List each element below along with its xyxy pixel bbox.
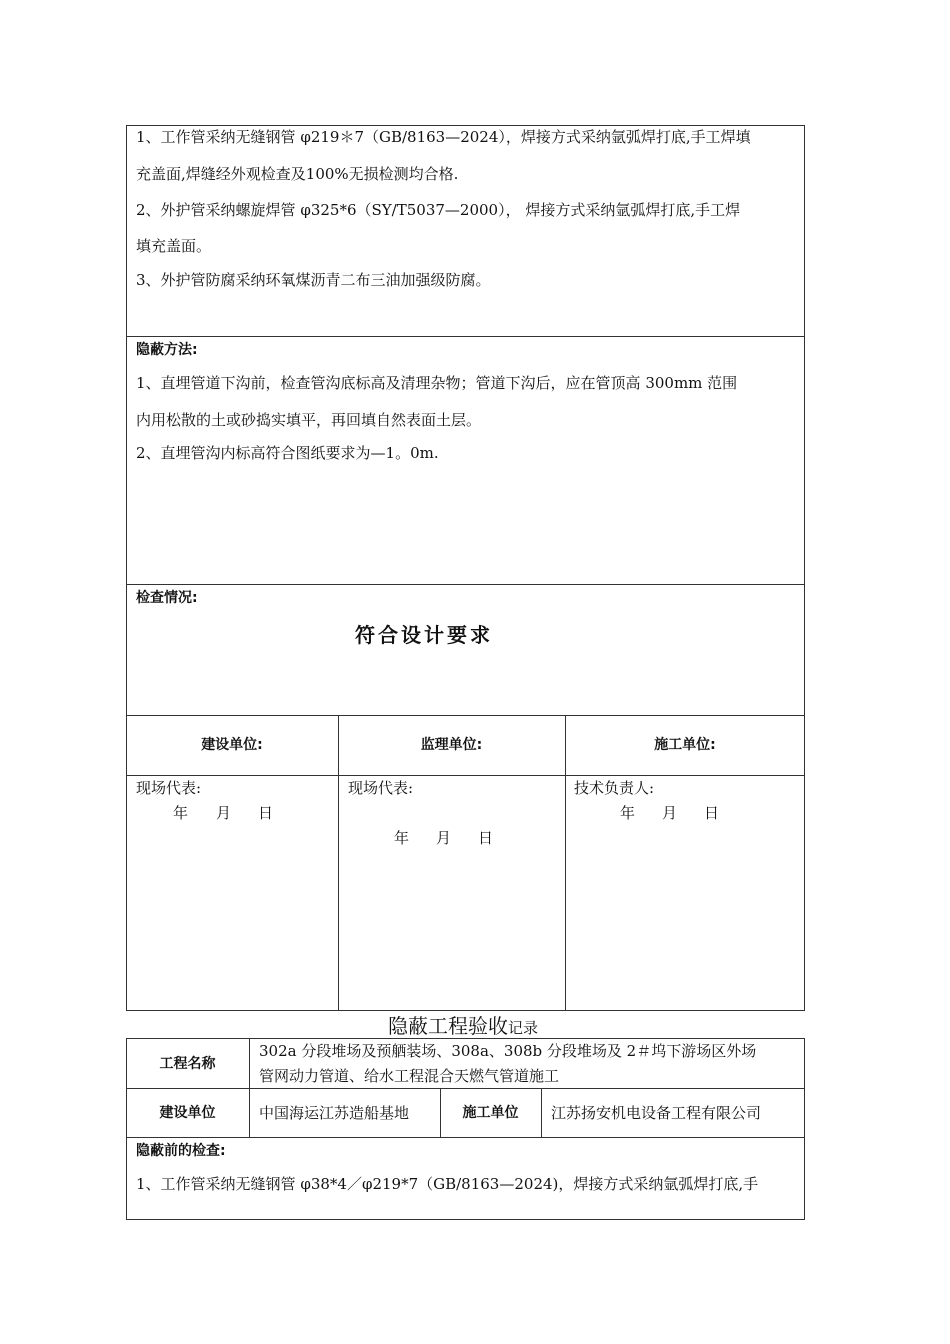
client-rep-label: 现场代表: — [136, 779, 202, 797]
divider — [126, 1088, 805, 1089]
divider — [126, 715, 805, 716]
inspection-label: 检查情况: — [136, 590, 198, 606]
materials-line-3: 2、外护管采纳螺旋焊管 φ325*6（SY/T5037—2000）， 焊接方式采纳氩弧焊打底,手工焊 — [136, 201, 741, 219]
project-name-line-1: 302a 分段堆场及预舾装场、308a、308b 分段堆场及 2＃坞下游场区外场 — [259, 1042, 757, 1060]
contractor-rep-label: 技术负责人: — [574, 779, 655, 797]
pre-check-label: 隐蔽前的检查: — [136, 1143, 226, 1159]
column-divider — [565, 715, 566, 1011]
upper-form — [126, 125, 805, 1011]
materials-line-4: 填充盖面。 — [136, 237, 212, 255]
client-label: 建设单位 — [159, 1105, 216, 1121]
contractor-sign-header: 施工单位: — [654, 737, 716, 753]
date-month: 月 — [436, 829, 452, 847]
title-suffix: 记录 — [508, 1019, 539, 1037]
title-main: 隐蔽工程验收 — [388, 1014, 508, 1038]
method-line-1: 1、直埋管道下沟前，检查管沟底标高及清理杂物；管道下沟后，应在管顶高 300mm 范围 — [136, 374, 738, 392]
materials-line-2: 充盖面,焊缝经外观检查及100%无损检测均合格. — [136, 165, 459, 183]
date-day: 日 — [704, 804, 720, 822]
column-divider — [541, 1088, 542, 1137]
method-line-3: 2、直埋管沟内标高符合图纸要求为—1。0m. — [136, 444, 439, 462]
page-title — [388, 1013, 538, 1041]
materials-line-1: 1、工作管采纳无缝钢管 φ219＊7（GB/8163—2024），焊接方式采纳氩弧焊打底,手工焊填 — [136, 128, 751, 146]
date-year: 年 — [173, 804, 189, 822]
contractor-label: 施工单位 — [462, 1105, 519, 1121]
divider — [126, 1137, 805, 1138]
supervisor-rep-label: 现场代表: — [348, 779, 414, 797]
contractor-value: 江苏扬安机电设备工程有限公司 — [551, 1104, 762, 1122]
divider — [126, 584, 805, 585]
date-month: 月 — [216, 804, 232, 822]
column-divider — [338, 715, 339, 1011]
pre-check-line-1: 1、工作管采纳无缝钢管 φ38*4／φ219*7（GB/8163—2024)，焊接方式采纳氩弧焊打底,手 — [136, 1175, 759, 1193]
date-year: 年 — [620, 804, 636, 822]
date-day: 日 — [258, 804, 274, 822]
date-year: 年 — [394, 829, 410, 847]
supervisor-sign-header: 监理单位: — [420, 737, 483, 753]
materials-line-5: 3、外护管防腐采纳环氧煤沥青二布三油加强级防腐。 — [136, 271, 491, 289]
method-label: 隐蔽方法: — [136, 342, 198, 358]
inspection-result: 符合设计要求 — [355, 623, 493, 647]
client-value: 中国海运江苏造船基地 — [259, 1104, 410, 1122]
project-name-label: 工程名称 — [159, 1056, 216, 1072]
date-day: 日 — [478, 829, 494, 847]
client-sign-header: 建设单位: — [201, 737, 263, 753]
method-line-2: 内用松散的土或砂捣实填平，再回填自然表面土层。 — [136, 411, 482, 429]
divider — [126, 336, 805, 337]
project-name-line-2: 管网动力管道、给水工程混合天燃气管道施工 — [259, 1067, 560, 1085]
divider — [126, 775, 805, 776]
date-month: 月 — [662, 804, 678, 822]
